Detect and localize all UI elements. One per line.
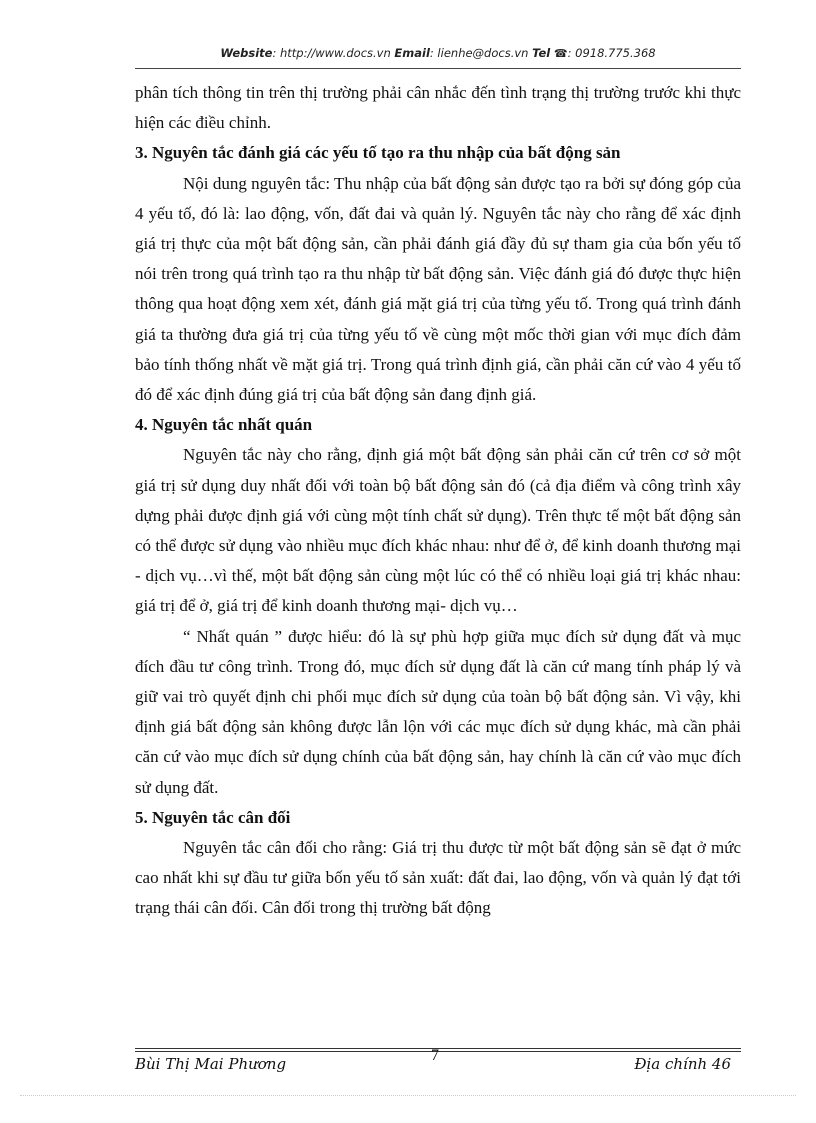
footer-class: Địa chính 46 xyxy=(634,1055,731,1073)
paragraph-balance: Nguyên tắc cân đối cho rằng: Giá trị thu được từ một bất động sản sẽ đạt ở mức cao nhất khi sự đầu tư giữa bốn yếu tố sản xuất: đất đai, lao động, vốn và quản lý đạt tới trạng thái cân đối. Cân đối trong thị trường bất động xyxy=(135,838,741,918)
tel-value: : 0918.775.368 xyxy=(567,46,656,60)
heading-section-3: 3. Nguyên tắc đánh giá các yếu tố tạo ra thu nhập của bất động sản xyxy=(135,143,621,163)
page-header xyxy=(135,46,741,69)
document-body xyxy=(135,78,741,924)
paragraph-consistency-definition: “ Nhất quán ” được hiểu: đó là sự phù hợp giữa mục đích sử dụng đất và mục đích đầu tư công trình. Trong đó, mục đích sử dụng đất là căn cứ mang tính pháp lý và giữ vai trò quyết định chi phối mục đích sử dụng của toàn bộ bất động sản. Vì vậy, khi định giá bất động sản không được lẫn lộn với các mục đích sử dụng khác, mà cần phải căn cứ vào mục đích sử dụng chính của bất động sản, hay chính là căn cứ vào mục đích sử dụng đất. xyxy=(135,626,741,797)
page-number: 7 xyxy=(431,1047,439,1064)
paragraph-income-factors: Nội dung nguyên tắc: Thu nhập của bất động sản được tạo ra bởi sự đóng góp của 4 yếu tố, đó là: lao động, vốn, đất đai và quản lý. Nguyên tắc này cho rằng để xác định giá trị thực của một bất động sản, cần phải đánh giá đầy đủ sự tham gia của bốn yếu tố nói trên trong quá trình tạo ra thu nhập từ bất động sản. Việc đánh giá đó được thực hiện thông qua hoạt động xem xét, đánh giá mặt giá trị của từng yếu tố. Trong quá trình đánh giá ta thường đưa giá trị của từng yếu tố về cùng một mốc thời gian với mục đích đảm bảo tính thống nhất về mặt giá trị. Trong quá trình định giá, cần phải căn cứ vào 4 yếu tố đó để xác định đúng giá trị của bất động sản đang định giá. xyxy=(135,173,741,405)
email-value[interactable]: : lienhe@docs.vn xyxy=(429,46,529,60)
email-label: Email xyxy=(394,46,430,60)
paragraph-market-analysis: phân tích thông tin trên thị trường phải cân nhắc đến tình trạng thị trường trước khi thực hiện các điều chỉnh. xyxy=(135,83,741,133)
website-value[interactable]: : http://www.docs.vn xyxy=(272,46,391,60)
heading-section-4: 4. Nguyên tắc nhất quán xyxy=(135,415,313,435)
telephone-icon: ☎ xyxy=(553,47,568,60)
heading-section-5: 5. Nguyên tắc cân đối xyxy=(135,807,291,827)
footer-author: Bùi Thị Mai Phương xyxy=(135,1055,287,1073)
page-footer xyxy=(135,1047,741,1077)
paragraph-consistency: Nguyên tắc này cho rằng, định giá một bất động sản phải căn cứ trên cơ sở một giá trị sử dụng duy nhất đối với toàn bộ bất động sản đó (cả địa điểm và công trình xây dựng phải được định giá với cùng một tính chất sử dụng). Trên thực tế một bất động sản có thể được sử dụng vào nhiều mục đích khác nhau: như để ở, để kinh doanh thương mại - dịch vụ…vì thế, một bất động sản cùng một lúc có thể có nhiều loại giá trị khác nhau: giá trị để ở, giá trị để kinh doanh thương mại- dịch vụ… xyxy=(135,445,741,616)
tel-label: Tel xyxy=(532,46,551,60)
website-label: Website xyxy=(220,46,273,60)
page-bottom-border xyxy=(20,1095,796,1096)
